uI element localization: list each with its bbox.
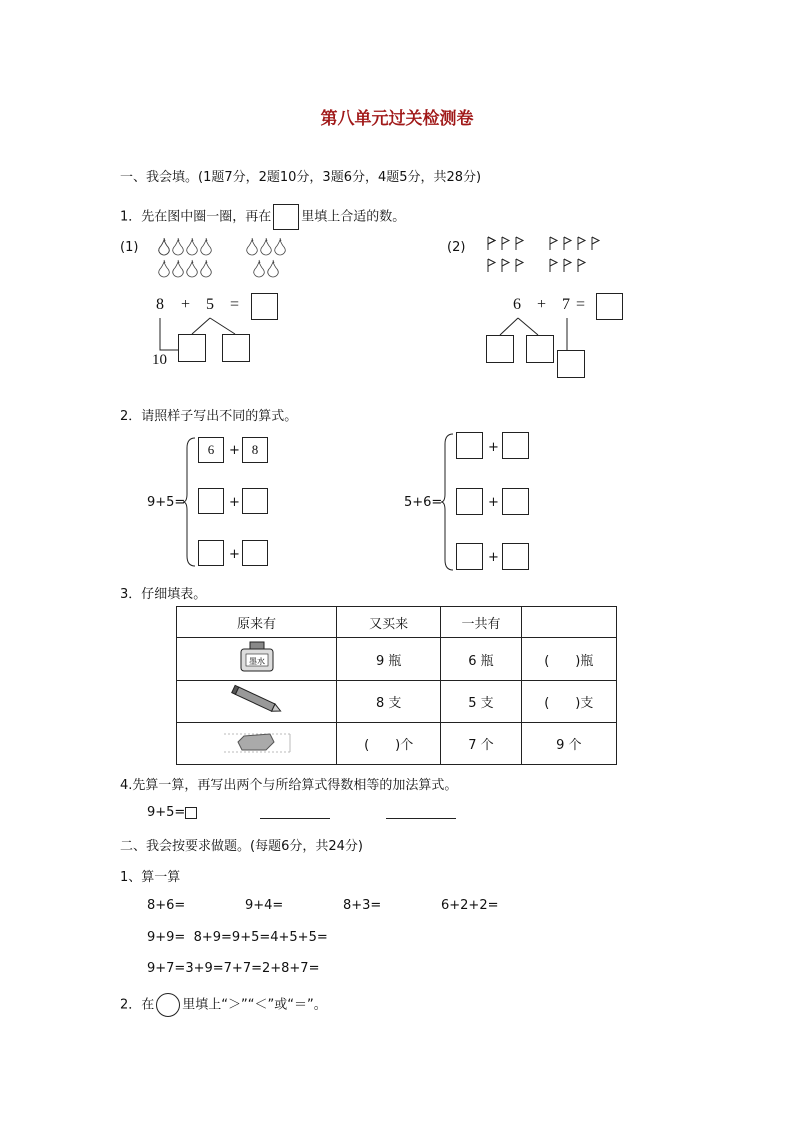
left-box-3a[interactable] xyxy=(198,540,224,566)
p2-answer-box[interactable] xyxy=(596,293,623,320)
p1-addend-a: 8 xyxy=(156,296,164,313)
table-cell: 6 瓶 xyxy=(441,638,521,681)
part1-label: (1) xyxy=(120,240,139,255)
table-cell: 5 支 xyxy=(441,681,521,723)
fill-table xyxy=(176,606,617,765)
table-row xyxy=(177,638,617,681)
left-box-3b[interactable] xyxy=(242,540,268,566)
q1-instruction xyxy=(120,204,405,230)
p2-split-box-2[interactable] xyxy=(526,335,554,363)
pencil-cell xyxy=(177,681,337,723)
table-cell-answer[interactable]: ( )瓶 xyxy=(521,638,616,681)
ink-bottle-icon xyxy=(237,640,277,674)
right-box-2b[interactable] xyxy=(502,488,529,515)
s2-q1-heading: 1、算一算 xyxy=(120,870,181,885)
answer-line-2[interactable] xyxy=(386,818,456,819)
ink-bottle-cell xyxy=(177,638,337,681)
q2-right-expression: 5+6= xyxy=(404,495,443,510)
pencil-icon xyxy=(229,684,285,716)
flags-icon xyxy=(486,236,606,276)
ink-label: 墨水 xyxy=(248,657,265,666)
section1-heading: 一、我会填。(1题7分，2题10分，3题6分，4题5分，共28分) xyxy=(120,170,482,185)
right-box-1b[interactable] xyxy=(502,432,529,459)
eraser-cell xyxy=(177,723,337,765)
right-box-3b[interactable] xyxy=(502,543,529,570)
example-box-b: 8 xyxy=(242,437,268,463)
compare-circle-icon xyxy=(156,993,180,1017)
p1-split-box-1[interactable] xyxy=(178,334,206,362)
p2-split-box-1[interactable] xyxy=(486,335,514,363)
left-brace-icon xyxy=(183,436,197,568)
left-box-2a[interactable] xyxy=(198,488,224,514)
calc-item: 8+6= xyxy=(147,898,186,913)
plus-sign: + xyxy=(229,443,240,458)
table-header-row xyxy=(177,607,617,638)
section2-heading: 二、我会按要求做题。(每题6分，共24分) xyxy=(120,839,363,854)
pears-icon xyxy=(158,238,298,286)
p2-equals: = xyxy=(576,296,586,313)
right-box-2a[interactable] xyxy=(456,488,483,515)
table-cell: 9 瓶 xyxy=(337,638,441,681)
table-cell-answer[interactable]: ( )支 xyxy=(521,681,616,723)
plus-sign: + xyxy=(488,550,499,565)
answer-box-icon xyxy=(273,204,299,230)
example-box-a: 6 xyxy=(198,437,224,463)
p1-equals: = xyxy=(230,296,240,313)
q3-heading: 3．仔细填表。 xyxy=(120,587,207,602)
p2-addend-b: 7 xyxy=(562,296,570,313)
answer-line-1[interactable] xyxy=(260,818,330,819)
q2-heading: 2．请照样子写出不同的算式。 xyxy=(120,409,298,424)
header-cell: 又买来 xyxy=(337,607,441,638)
plus-sign: + xyxy=(488,440,499,455)
p1-ten: 10 xyxy=(152,352,167,368)
answer-square-icon xyxy=(185,807,197,819)
table-cell: 9 个 xyxy=(521,723,616,765)
left-box-2b[interactable] xyxy=(242,488,268,514)
table-cell: 7 个 xyxy=(441,723,521,765)
calc-row-3: 9+7=3+9=7+7=2+8+7= xyxy=(147,961,320,976)
q4-heading: 4.先算一算，再写出两个与所给算式得数相等的加法算式。 xyxy=(120,778,458,793)
right-box-3a[interactable] xyxy=(456,543,483,570)
q1-prefix: 1．先在图中圈一圈，再在 xyxy=(120,209,272,225)
eraser-icon xyxy=(222,728,292,756)
q1-suffix: 里填上合适的数。 xyxy=(301,209,406,225)
p1-split-box-2[interactable] xyxy=(222,334,250,362)
table-row xyxy=(177,681,617,723)
right-brace-icon xyxy=(441,432,455,572)
s2-q2-instruction xyxy=(120,993,327,1017)
p2-addend-a: 6 xyxy=(513,296,521,313)
calc-item: 9+4= xyxy=(245,898,284,913)
q2-left-expression: 9+5= xyxy=(147,495,186,510)
q4-expression-line xyxy=(147,805,197,820)
right-box-1a[interactable] xyxy=(456,432,483,459)
table-cell: 8 支 xyxy=(337,681,441,723)
p1-plus: + xyxy=(181,296,191,313)
table-cell-answer[interactable]: ( )个 xyxy=(337,723,441,765)
header-cell xyxy=(521,607,616,638)
part2-label: (2) xyxy=(447,240,466,255)
p2-plus: + xyxy=(537,296,547,313)
q4-expression: 9+5= xyxy=(147,805,186,820)
header-cell: 一共有 xyxy=(441,607,521,638)
table-row xyxy=(177,723,617,765)
p2-split-box-3[interactable] xyxy=(557,350,585,378)
s2-q2-prefix: 2．在 xyxy=(120,997,155,1013)
page-title: 第八单元过关检测卷 xyxy=(320,109,474,129)
plus-sign: + xyxy=(229,495,240,510)
calc-item: 8+3= xyxy=(343,898,382,913)
plus-sign: + xyxy=(488,495,499,510)
header-cell: 原来有 xyxy=(177,607,337,638)
p1-addend-b: 5 xyxy=(206,296,214,313)
calc-item: 6+2+2= xyxy=(441,898,499,913)
s2-q2-suffix: 里填上“＞”“＜”或“＝”。 xyxy=(182,997,327,1013)
plus-sign: + xyxy=(229,547,240,562)
calc-row-2: 9+9= 8+9=9+5=4+5+5= xyxy=(147,930,328,945)
